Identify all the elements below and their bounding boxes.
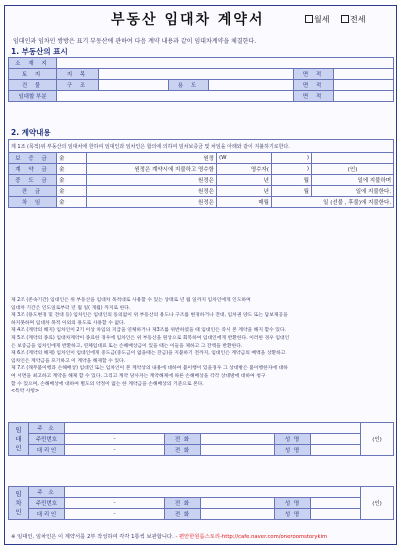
rent-day[interactable]: 일 (선불 , 후불)에 지불한다. <box>272 197 394 208</box>
special-terms-heading: <특약 사항> <box>11 389 40 395</box>
rent-row <box>9 197 394 208</box>
deposit-w[interactable]: (W <box>217 153 272 164</box>
clause-line: 은 보증금을 임차인에게 반환하고, 연체임대료 또는 손해배상금이 있을 때는 이들을 제하고 그 잔액을 반환한다. <box>11 343 243 349</box>
leased-part-field[interactable] <box>57 91 294 102</box>
landlord-address-row <box>9 423 394 434</box>
balance-won[interactable]: 원정은 <box>87 186 217 197</box>
clause-line: 제 4조 (계약의 해지) 임차인이 2기 이상 차임의 지급을 연체하거나 제3조를 위반하였을 때 임대인은 즉시 본 계약을 해지 할수 있다. <box>11 328 287 334</box>
footer-source-link[interactable]: - 편안한원룸스토리-http://cafe.naver.com/oneroomstorykim <box>175 534 328 540</box>
landlord-seal: (인) <box>361 423 394 456</box>
rent-won[interactable]: 원정은 <box>87 197 217 208</box>
landlord-id-label: 주민번호 <box>29 434 65 445</box>
section2-heading: 2. 계약내용 <box>11 128 51 137</box>
landlord-agent-name-label: 성 명 <box>275 445 311 456</box>
leased-part-label: 임대할 부분 <box>9 91 57 102</box>
building-area-field[interactable] <box>334 80 394 91</box>
tenant-agent-row <box>9 509 394 520</box>
tenant-agent-phone-label: 전 화 <box>165 509 201 520</box>
tenant-id-field[interactable]: - <box>65 498 165 509</box>
clauses-block <box>11 297 391 396</box>
clause-line: 제 5조 (계약의 종료) 임대차계약이 종료한 경우에 임차인은 위 부동산을 원상으로 회복하여 임대인에게 반환한다. 이러한 경우 임대인 <box>11 335 290 341</box>
clause-line: 임대차 기간은 인도일로부터 년 월 일( 개월) 까지로 한다. <box>11 305 131 311</box>
receiver-label[interactable]: 영수자( <box>217 164 272 175</box>
use-label: 용 도 <box>169 80 209 91</box>
rent-monthly[interactable]: 매월 <box>217 197 272 208</box>
contract-deposit-row <box>9 164 394 175</box>
checkbox-jeonse[interactable] <box>341 15 349 23</box>
landlord-table <box>8 422 394 456</box>
location-field[interactable] <box>57 58 394 69</box>
receiver-close: ) <box>272 164 312 175</box>
landlord-address-field[interactable] <box>65 423 361 434</box>
landlord-agent-phone-label: 전 화 <box>165 445 201 456</box>
footer <box>11 532 327 540</box>
title-row <box>5 6 396 32</box>
landlord-agent-id-field[interactable]: - <box>65 445 165 456</box>
clause-line: 여 서면을 최고하고 계약을 해제 할 수 있다. 그리고 계약 당사자는 계약해제에 따른 손해배상을 각각 상대방에 대하여 청구 <box>11 373 266 379</box>
checkbox-monthly[interactable] <box>305 15 313 23</box>
land-area-field[interactable] <box>334 69 394 80</box>
tenant-id-row <box>9 498 394 509</box>
land-label: 토 지 <box>9 69 57 80</box>
clause-line: 하지못하며 임대차 목적 이외의 용도로 사용할 수 없다. <box>11 320 126 326</box>
tenant-group-label: 임차인 <box>9 487 29 520</box>
tenant-phone-field[interactable] <box>201 498 275 509</box>
balance-row <box>9 186 394 197</box>
balance-label: 잔 금 <box>9 186 57 197</box>
jimok-field[interactable] <box>99 69 294 80</box>
landlord-name-label: 성 명 <box>275 434 311 445</box>
contract-deposit-label: 계 약 금 <box>9 164 57 175</box>
clause1-row <box>9 140 394 153</box>
footer-note: ※ 임대인, 임차인은 이 계약서를 2부 작성하여 각각 1통씩 보관합니다. <box>11 534 174 540</box>
leased-area-label: 면 적 <box>294 91 334 102</box>
clause-line: 임차인은 계약금을 포기하고 이 계약을 해제할 수 있다. <box>11 358 126 364</box>
interim-won[interactable]: 원정은 <box>87 175 217 186</box>
clause-line: 제 3조 (용도변경 및 전대 등) 임차인은 임대인의 동의없이 위 부동산의 용도나 구조를 변경하거나 전대, 임차권 양도 또는 담보제공을 <box>11 313 288 319</box>
receiver-seal: (인) <box>312 164 394 175</box>
deposit-gold: 金 <box>57 153 87 164</box>
land-row <box>9 69 394 80</box>
balance-month[interactable]: 월 <box>272 186 312 197</box>
land-area-label: 면 적 <box>294 69 334 80</box>
structure-field[interactable] <box>99 80 169 91</box>
landlord-agent-name-field[interactable] <box>311 445 361 456</box>
clause-line: 할 수 있으며, 손해배상에 대하여 별도의 약정이 없는 한 계약금을 손해배상의 기준으로 본다. <box>11 381 204 387</box>
deposit-won[interactable]: 원정 <box>87 153 217 164</box>
contract-deposit-gold: 金 <box>57 164 87 175</box>
balance-gold: 金 <box>57 186 87 197</box>
landlord-address-label: 주 소 <box>29 423 65 434</box>
interim-gold: 金 <box>57 175 87 186</box>
contract-page <box>4 5 397 545</box>
tenant-table <box>8 486 394 520</box>
property-table <box>8 57 394 102</box>
jeonse-option[interactable]: 전세 <box>341 14 365 25</box>
clause-line: 제 2조 (존속기간) 임대인은 위 부동산을 임대차 목적대로 사용할 수 있는 상태로 년 월 일까지 임차인에게 인도하며 <box>11 298 251 303</box>
clause-line: 제 6조 (계약의 해제) 임차인이 임대인에게 중도금(중도금이 없을때는 잔금)을 지불하기 전까지, 임대인은 계약금의 배액을 상환하고 <box>11 351 286 357</box>
tenant-name-field[interactable] <box>311 498 361 509</box>
use-field[interactable] <box>209 80 294 91</box>
interim-month[interactable]: 월 <box>272 175 312 186</box>
landlord-id-row <box>9 434 394 445</box>
tenant-agent-id-field[interactable]: - <box>65 509 165 520</box>
structure-label: 구 조 <box>57 80 99 91</box>
interim-year[interactable]: 년 <box>217 175 272 186</box>
contract-terms-table <box>8 139 394 208</box>
tenant-agent-name-label: 성 명 <box>275 509 311 520</box>
interim-label: 중 도 금 <box>9 175 57 186</box>
leased-part-row <box>9 91 394 102</box>
tenant-id-label: 주민번호 <box>29 498 65 509</box>
intro-text: 임대인과 임차인 쌍방은 표기 부동산에 관하여 다음 계약 내용과 같이 임대차계약을 체결한다. <box>13 38 257 45</box>
building-row <box>9 80 394 91</box>
deposit-blank <box>312 153 394 164</box>
rent-gold: 金 <box>57 197 87 208</box>
landlord-name-field[interactable] <box>311 434 361 445</box>
deposit-label: 보 증 금 <box>9 153 57 164</box>
balance-day[interactable]: 일에 지불한다. <box>312 186 394 197</box>
page-title: 부동산 임대차 계약서 <box>111 12 265 28</box>
landlord-agent-row <box>9 445 394 456</box>
building-area-label: 면 적 <box>294 80 334 91</box>
building-label: 건 물 <box>9 80 57 91</box>
tenant-address-row <box>9 487 394 498</box>
deposit-row <box>9 153 394 164</box>
tenant-agent-name-field[interactable] <box>311 509 361 520</box>
monthly-rent-option[interactable]: 월세 <box>305 14 329 25</box>
tenant-address-field[interactable] <box>65 487 361 498</box>
landlord-id-field[interactable]: - <box>65 434 165 445</box>
landlord-phone-label: 전 화 <box>165 434 201 445</box>
tenant-agent-label: 대 리 인 <box>29 509 65 520</box>
tenant-phone-label: 전 화 <box>165 498 201 509</box>
rent-label: 차 임 <box>9 197 57 208</box>
leased-area-field[interactable] <box>334 91 394 102</box>
interim-row <box>9 175 394 186</box>
tenant-agent-phone-field[interactable] <box>201 509 275 520</box>
interim-day[interactable]: 일에 지불하며 <box>312 175 394 186</box>
tenant-name-label: 성 명 <box>275 498 311 509</box>
tenant-seal: (인) <box>361 487 394 520</box>
deposit-close: ) <box>272 153 312 164</box>
location-row <box>9 58 394 69</box>
landlord-group-label: 임대인 <box>9 423 29 456</box>
tenant-address-label: 주 소 <box>29 487 65 498</box>
section1-heading: 1. 부동산의 표시 <box>11 47 68 56</box>
landlord-agent-phone-field[interactable] <box>201 445 275 456</box>
landlord-agent-label: 대 리 인 <box>29 445 65 456</box>
jimok-label: 지 목 <box>57 69 99 80</box>
location-label: 소 재 지 <box>9 58 57 69</box>
landlord-phone-field[interactable] <box>201 434 275 445</box>
clause1-text: 제 1조 (목적)위 부동산의 임대차에 한하여 임대인과 임차인은 합의에 의하여 임차보증금 및 차임을 아래와 같이 지불하기로한다. <box>9 140 394 153</box>
clause-line: 제 7조 (채무불이행과 손해배상) 임대인 또는 임차인이 본 계약상의 내용에 대하여 불이행이 있을경우 그 상대방은 불이행한자에 대하 <box>11 366 288 372</box>
contract-deposit-text[interactable]: 원정은 계약시에 지불하고 영수함 <box>87 164 217 175</box>
balance-year[interactable]: 년 <box>217 186 272 197</box>
